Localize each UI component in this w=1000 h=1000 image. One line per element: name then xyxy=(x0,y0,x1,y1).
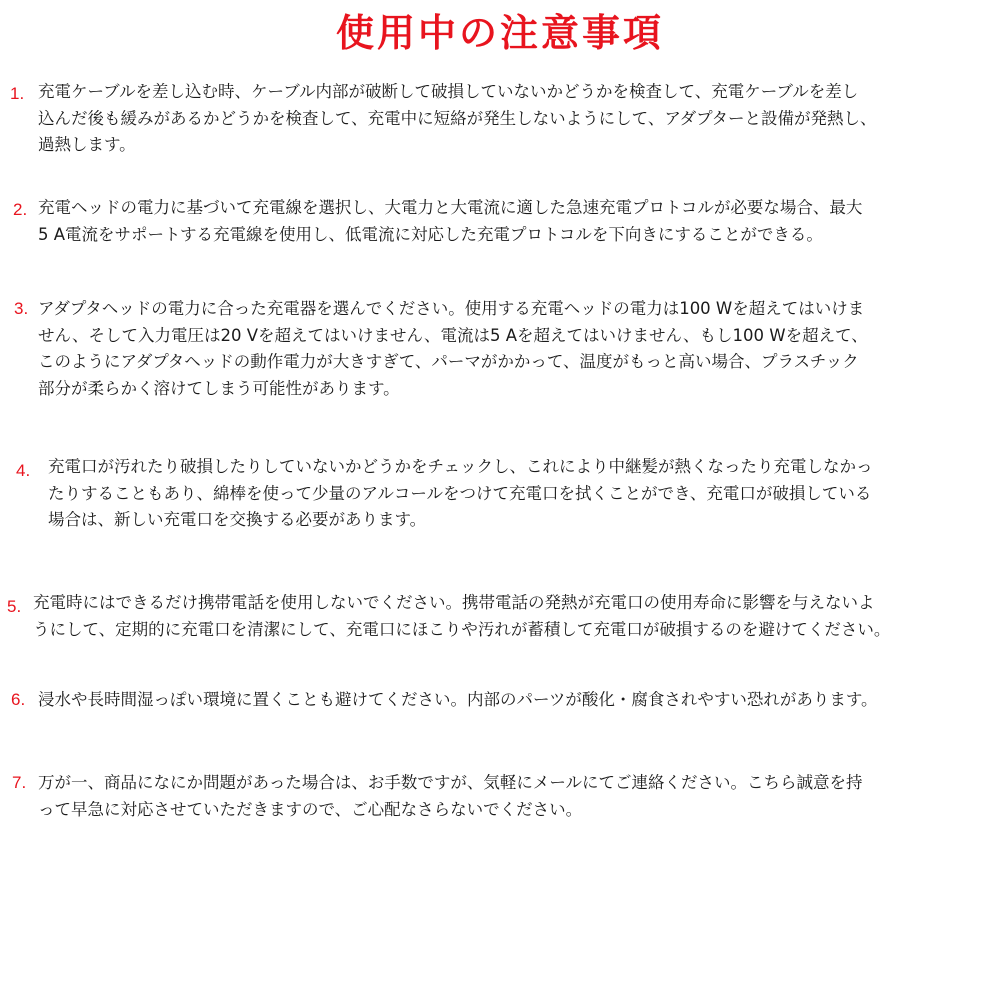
item-number: 5. xyxy=(7,597,22,616)
item-line: アダプタヘッドの電力に合った充電器を選んでください。使用する充電ヘッドの電力は100 Wを超えてはいけま xyxy=(38,299,865,318)
notice-item-4 xyxy=(16,454,873,534)
notice-item-6 xyxy=(11,687,878,714)
item-number: 1. xyxy=(10,84,25,103)
item-line: せん、そして入力電圧は20 Vを超えてはいけません、電流は5 Aを超えてはいけません、もし100 Wを超えて、 xyxy=(38,325,868,345)
item-line: 場合は、新しい充電口を交換する必要があります。 xyxy=(48,510,427,529)
item-line: 部分が柔らかく溶けてしまう可能性があります。 xyxy=(38,378,400,398)
notice-item-5 xyxy=(7,590,891,643)
item-line: 充電ヘッドの電力に基づいて充電線を選択し、大電力と大電流に適した急速充電プロトコルが必要な場合、最大 xyxy=(38,198,863,217)
item-line: 万が一、商品になにか問題があった場合は、お手数ですが、気軽にメールにてご連絡ください。こちら誠意を持 xyxy=(38,773,863,792)
item-line: 5 A電流をサポートする充電線を使用し、低電流に対応した充電プロトコルを下向きにすることができる。 xyxy=(38,224,823,244)
notice-item-1 xyxy=(10,79,877,159)
notice-item-2 xyxy=(13,195,863,248)
item-line: 浸水や長時間湿っぽい環境に置くことも避けてください。内部のパーツが酸化・腐食されやすい恐れがあります。 xyxy=(38,690,878,709)
item-number: 2. xyxy=(13,200,28,219)
item-line: 充電口が汚れたり破損したりしていないかどうかをチェックし、これにより中継髪が熱くなったり充電しなかっ xyxy=(48,457,873,476)
item-line: 過熱します。 xyxy=(38,135,136,154)
item-line: たりすることもあり、綿棒を使って少量のアルコールをつけて充電口を拭くことができ、充電口が破損している xyxy=(48,483,872,503)
notice-item-3 xyxy=(14,296,868,402)
item-line: このようにアダプタヘッドの動作電力が大きすぎて、パーマがかかって、温度がもっと高い場合、プラスチック xyxy=(38,352,859,371)
item-number: 4. xyxy=(16,461,31,480)
item-number: 3. xyxy=(14,299,29,318)
item-line: って早急に対応させていただきますので、ご心配なさらないでください。 xyxy=(38,799,583,819)
item-number: 7. xyxy=(12,773,27,792)
item-line: 充電ケーブルを差し込む時、ケーブル内部が破断して破損していないかどうかを検査して、充電ケーブルを差し xyxy=(38,82,859,101)
page-title: 使用中の注意事項 xyxy=(335,11,664,55)
item-line: 充電時にはできるだけ携帯電話を使用しないでください。携帯電話の発熱が充電口の使用寿命に影響を与えないよ xyxy=(33,593,875,612)
notice-item-7 xyxy=(12,770,863,823)
item-line: 込んだ後も緩みがあるかどうかを検査して、充電中に短絡が発生しないようにして、アダプターと設備が発熱し、 xyxy=(38,108,877,128)
item-line: うにして、定期的に充電口を清潔にして、充電口にほこりや汚れが蓄積して充電口が破損するのを避けてください。 xyxy=(33,619,891,639)
item-number: 6. xyxy=(11,690,26,709)
